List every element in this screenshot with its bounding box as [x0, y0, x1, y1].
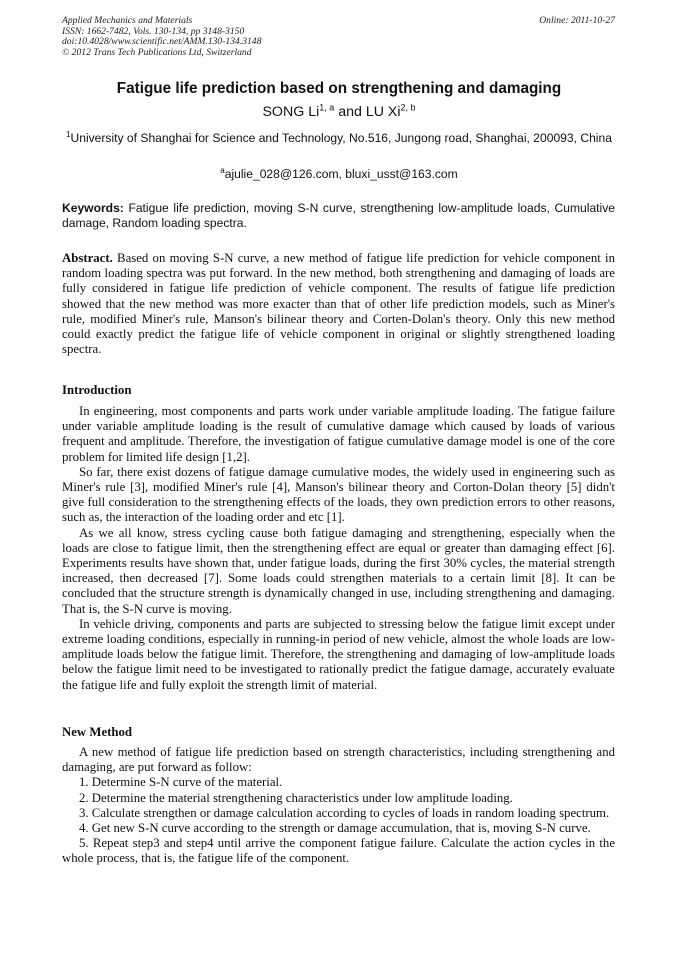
method-step: 2. Determine the material strengthening characteristics under low amplitude loading.: [79, 790, 513, 805]
journal-name: Applied Mechanics and Materials: [62, 15, 193, 26]
affiliation-text: University of Shanghai for Science and Technology, No.516, Jungong road, Shanghai, 200093, China: [70, 131, 612, 145]
intro-paragraph: In vehicle driving, components and parts are subjected to stressing below the fatigue limit except under extreme loading conditions, especially in running-in period of new vehicle, almost the whole loads are low-amplitude loads below the fatigue limit. Therefore, the strengthening and damaging of low-amplitude loads below the fatigue limit need to be investigated to rationally predict the fatigue damage, accurately evaluate the fatigue life and fully exploit the strength limit of material.: [62, 616, 615, 692]
keywords-text: Fatigue life prediction, moving S-N curve, strengthening low-amplitude loads, Cumulative damage, Random loading spectra.: [62, 201, 615, 230]
abstract-text: Based on moving S-N curve, a new method of fatigue life prediction for vehicle component in random loading spectra was put forward. In the new method, both strengthening and damaging of loads are fully considered in fatigue life prediction of vehicle component. The results of fatigue life prediction showed that the new method was more exacter than that of other life prediction models, such as Miner's rule, modified Miner's rule, Manson's bilinear theory and Corten-Dolan's theory. Only this new method could exactly predict the fatigue life of vehicle component in original or slightly strengthened loading spectra.: [62, 251, 615, 357]
abstract-label: Abstract.: [62, 251, 113, 265]
new-method-body: [62, 745, 615, 867]
method-intro: A new method of fatigue life prediction based on strength characteristics, including strengthening and damaging, are put forward as follow:: [62, 745, 615, 775]
author-2-sup: 2, b: [400, 102, 416, 113]
keywords-label: Keywords:: [62, 201, 124, 215]
copyright-line: © 2012 Trans Tech Publications Ltd, Switzerland: [62, 46, 252, 58]
method-step: 1. Determine S-N curve of the material.: [79, 775, 283, 790]
intro-paragraph: As we all know, stress cycling cause both fatigue damaging and strengthening, especially when the loads are close to fatigue limit, then the strengthening effect are equal or greater than damaging effect [6]. Experiments results have shown that, under fatigue loads, during the first 30% cycles, the material strength increased, then decreased [7]. Some loads could strengthen materials to a certain limit [8]. It can be concluded that the structure strength is dynamically changed in use, including strengthening and damaging. That is, the S-N curve is moving.: [62, 525, 615, 616]
email-text: ajulie_028@126.com, bluxi_usst@163.com: [224, 167, 458, 181]
email-line: [62, 167, 616, 183]
author-1-name: SONG Li: [262, 104, 320, 120]
intro-paragraph: So far, there exist dozens of fatigue damage cumulative modes, the widely used in engineering such as Miner's rule [3], modified Miner's rule [4], Manson's bilinear theory and Corton-Dolan theory [5] didn't give full consideration to the strengthening effects of the loads, they own prediction errors to other reasons, such as, the interaction of the loading order and etc [1].: [62, 464, 615, 525]
new-method-heading: New Method: [62, 725, 133, 739]
introduction-body: [62, 404, 615, 693]
online-date: Online: 2011-10-27: [539, 15, 615, 26]
abstract: [62, 251, 615, 357]
affiliation-sup: 1: [66, 129, 71, 139]
author-2-name: LU Xi: [365, 104, 401, 120]
author-1-sup: 1, a: [319, 102, 335, 113]
paper-title: Fatigue life prediction based on strengthening and damaging: [116, 80, 562, 97]
doi-line: doi:10.4028/www.scientific.net/AMM.130-134.3148: [62, 36, 262, 48]
email-sup: a: [220, 165, 225, 175]
intro-paragraph: In engineering, most components and parts work under variable amplitude loading. The fatigue failure under variable amplitude loading is the result of cumulative damage which caused by loads of various frequent and amplitude. Therefore, the investigation of fatigue cumulative damage model is one of the core problem for limited life design [1,2].: [62, 404, 615, 464]
introduction-heading: Introduction: [62, 383, 132, 397]
method-step: 5. Repeat step3 and step4 until arrive the component fatigue failure. Calculate the action cycles in the whole process, that is, the fatigue life of the component.: [62, 836, 615, 866]
issn-line: ISSN: 1662-7482, Vols. 130-134, pp 3148-3150: [62, 25, 245, 37]
method-step: 3. Calculate strengthen or damage calculation according to cycles of loads in random loading spectrum.: [79, 805, 610, 820]
author-conjunction: and: [334, 104, 366, 120]
keywords: [62, 201, 615, 230]
affiliation: [62, 131, 616, 147]
journal-header: [62, 16, 261, 58]
method-step: 4. Get new S-N curve according to the strength or damage accumulation, that is, moving S-N curve.: [79, 821, 591, 836]
author-line: [40, 103, 638, 121]
